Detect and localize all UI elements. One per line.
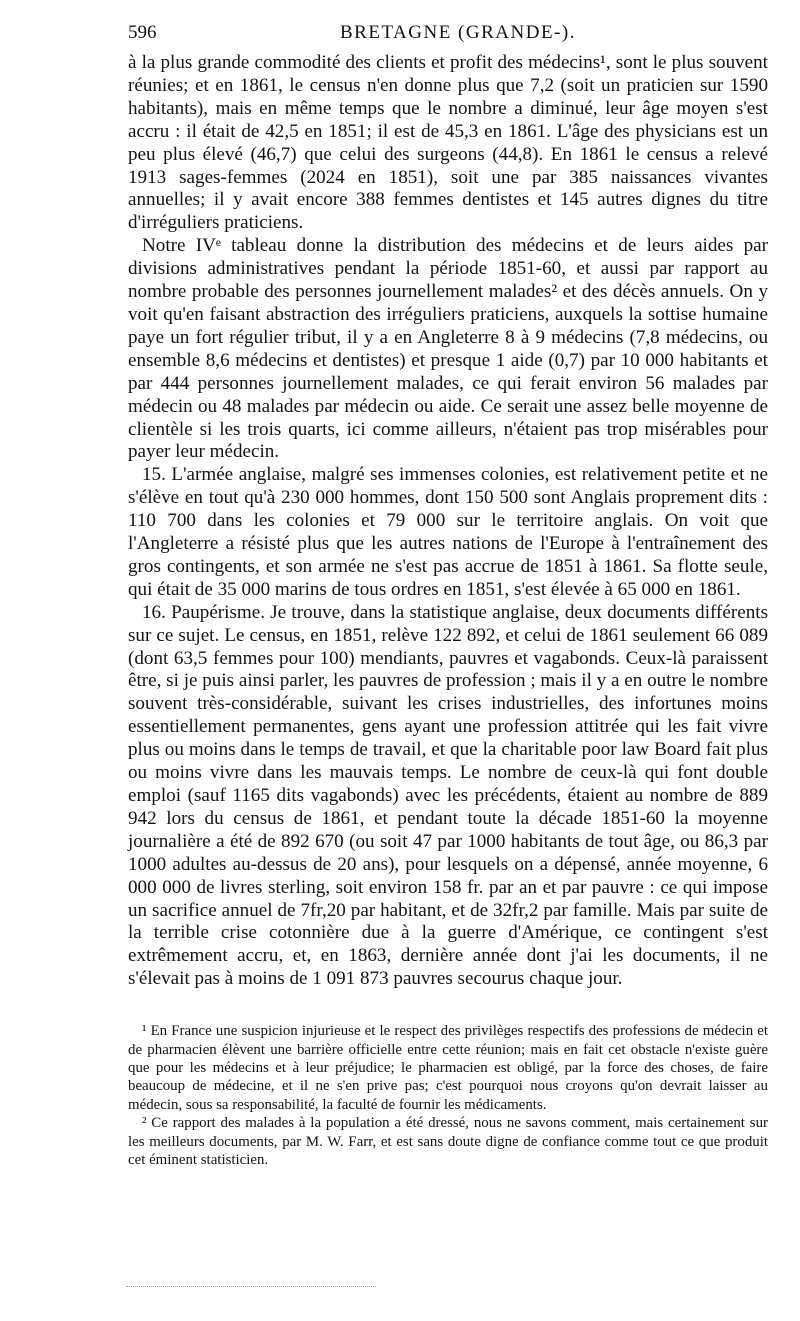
page-header [128, 22, 768, 52]
paragraph-armee-anglaise: 15. L'armée anglaise, malgré ses immenses colonies, est relativement petite et ne s'élève en tout qu'à 230 000 hommes, dont 150 500 sont Anglais proprement dits : 110 700 dans les colonies et 79 000 sur le territoire anglais. On voit que l'Angleterre a résisté plus que les autres nations de l'Europe à l'entraînement des gros contingents, et son armée ne s'est pas accrue de 1851 à 1861. Sa flotte seule, qui était de 35 000 marins de tous ordres en 1851, s'est élevée à 65 000 en 1861. [128, 464, 768, 600]
page-number: 596 [128, 22, 157, 43]
paragraph-medecins-continued: à la plus grande commodité des clients et profit des médecins¹, sont le plus souvent réunies; et en 1861, le census n'en donne plus que 7,2 (soit un praticien sur 1590 habitants), mais en même temps que le nombre a diminué, leur âge moyen s'est accru : il était de 42,5 en 1851; il est de 45,3 en 1861. L'âge des physicians est un peu plus élevé (46,7) que celui des surgeons (44,8). En 1861 le census a relevé 1913 sages-femmes (2024 en 1851), soit une par 385 naissances vivantes annuelles; il y avait encore 388 femmes dentistes et 145 autres dignes du titre d'irréguliers praticiens. [128, 52, 768, 234]
footnote-1: ¹ En France une suspicion injurieuse et le respect des privilèges respectifs des professions de médecin et de pharmacien élèvent une barrière officielle entre cette réunion; mais en fait cet obstacle n'existe guère que pour les médecins et à leur préjudice; le pharmacien est obligé, par la force des choses, de faire beaucoup de médecine, et il ne s'en prive pas; c'est pourquoi nous croyons qu'on devrait laisser au médecin, sous sa responsabilité, la faculté de fournir les médicaments. [128, 1023, 768, 1113]
footnotes [128, 1022, 768, 1169]
footnote-2: ² Ce rapport des malades à la population a été dressé, nous ne savons comment, mais certainement sur les meilleurs documents, par M. W. Farr, et est sans doute digne de confiance comme tout ce que produit cet éminent statisticien. [128, 1115, 768, 1168]
body-text [128, 52, 768, 991]
running-title: BRETAGNE (GRANDE-). [340, 22, 576, 43]
paragraph-tableau-iv: Notre IVᵉ tableau donne la distribution des médecins et de leurs aides par divisions administratives pendant la période 1851-60, et aussi par rapport au nombre probable des personnes journellement malades² et des décès annuels. On y voit qu'en faisant abstraction des irréguliers praticiens, auxquels la sottise humaine paye un fort régulier tribut, il y a en Angleterre 8 à 9 médecins (7,8 médecins, ou ensemble 8,6 médecins et dentistes) et presque 1 aide (0,7) par 10 000 habitants et par 444 personnes journellement malades, ce qui ferait environ 56 malades par médecin ou 48 malades par médecin ou aide. Ce serait une assez belle moyenne de clientèle si les trois quarts, ici comme ailleurs, n'étaient pas trop misérables pour payer leur médecin. [128, 235, 768, 463]
paragraph-pauperisme: 16. Paupérisme. Je trouve, dans la statistique anglaise, deux documents différents sur ce sujet. Le census, en 1851, relève 122 892, et celui de 1861 seulement 66 089 (dont 63,5 femmes pour 100) mendiants, pauvres et vagabonds. Ceux-là paraissent être, si je puis ainsi parler, les pauvres de profession ; mais il y a en outre le nombre souvent très-considérable, suivant les crises industrielles, des infortunes moins essentiellement permanentes, gens ayant une profession attitrée qui les fait vivre plus ou moins dans le temps de travail, et que la charitable poor law Board fait plus ou moins vivre dans les mauvais temps. Le nombre de ceux-là qui font double emploi (sauf 1165 dits vagabonds) avec les précédents, étaient au nombre de 889 942 lors du census de 1861, et pendant toute la décade 1851-60 la moyenne journalière a été de 892 670 (ou soit 47 par 1000 habitants de tout âge, ou 86,3 par 1000 adultes au-dessus de 20 ans), pour lesquels on a dépensé, année moyenne, 6 000 000 de livres sterling, soit environ 158 fr. par an et par pauvre : ce qui impose un sacrifice annuel de 7fr,20 par habitant, et de 32fr,2 par famille. Mais par suite de la terrible crise cotonnière due à la guerre d'Amérique, ce contingent s'est extrêmement accru, et, en 1863, dernière année dont j'ai les documents, il ne s'élevait pas à moins de 1 091 873 pauvres secourus chaque jour. [128, 601, 768, 990]
book-page [128, 22, 768, 1169]
bottom-dotted-rule [126, 1286, 376, 1287]
